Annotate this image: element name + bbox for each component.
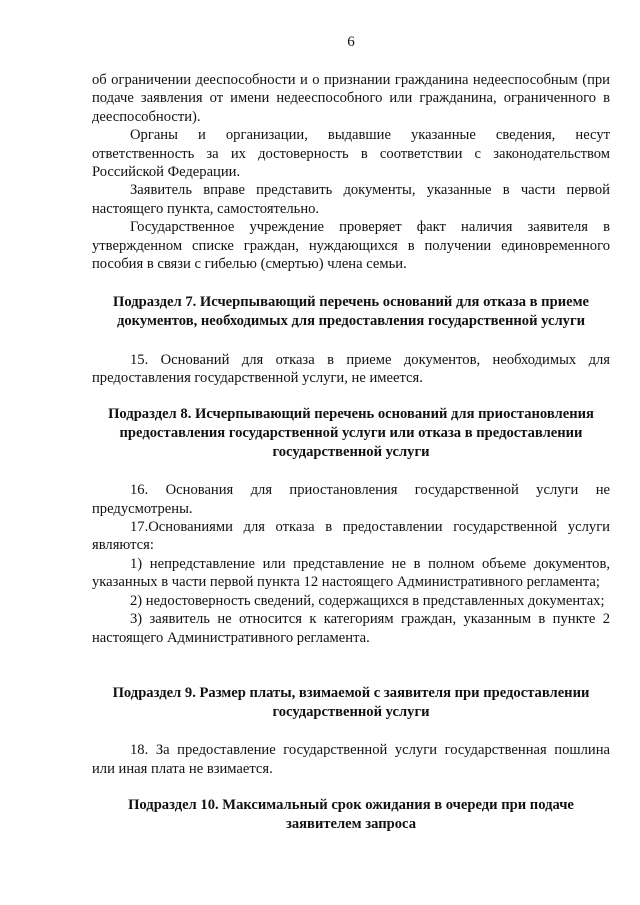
paragraph-17: 17.Основаниями для отказа в предоставлении государственной услуги являются: xyxy=(92,519,610,554)
paragraph-15: 15. Оснований для отказа в приеме документов, необходимых для предоставления государственной услуги, не имеется. xyxy=(92,351,610,387)
section-heading-8: Подраздел 8. Исчерпывающий перечень оснований для приостановления предоставления государственной услуги или отказа в предоставлении государственной услуги xyxy=(108,406,594,460)
paragraph: Органы и организации, выдавшие указанные сведения, несут ответственность за их достоверность в соответствии с законодательством Российской Федерации. xyxy=(92,127,610,181)
section-heading-7: Подраздел 7. Исчерпывающий перечень оснований для отказа в приеме документов, необходимых для предоставления государственной услуги xyxy=(113,294,589,330)
paragraph: Заявитель вправе представить документы, указанные в части первой настоящего пункта, самостоятельно. xyxy=(92,182,610,217)
section-heading-10: Подраздел 10. Максимальный срок ожидания в очереди при подаче заявителем запроса xyxy=(128,796,574,832)
paragraph-16: 16. Основания для приостановления государственной услуги не предусмотрены. xyxy=(92,482,610,517)
paragraph-continuation: об ограничении дееспособности и о признании гражданина недееспособным (при подаче заявления от имени недееспособного или гражданина, ограниченного в дееспособности). xyxy=(92,72,610,125)
list-item-1: 1) непредставление или представление не в полном объеме документов, указанных в части первой пункта 12 настоящего Административного регламента; xyxy=(92,555,610,591)
section-heading-9: Подраздел 9. Размер платы, взимаемой с заявителя при предоставлении государственной услуги xyxy=(112,684,590,720)
list-item-3: 3) заявитель не относится к категориям граждан, указанным в пункте 2 настоящего Административного регламента. xyxy=(92,611,610,646)
page-number: 6 xyxy=(347,34,355,50)
paragraph: Государственное учреждение проверяет факт наличия заявителя в утвержденном списке граждан, нуждающихся в получении единовременного пособия в связи с гибелью (смертью) члена семьи. xyxy=(92,219,610,273)
list-item-2: 2) недостоверность сведений, содержащихся в представленных документах; xyxy=(130,592,605,609)
document-body xyxy=(92,71,610,833)
paragraph-18: 18. За предоставление государственной услуги государственная пошлина или иная плата не взимается. xyxy=(92,742,610,777)
